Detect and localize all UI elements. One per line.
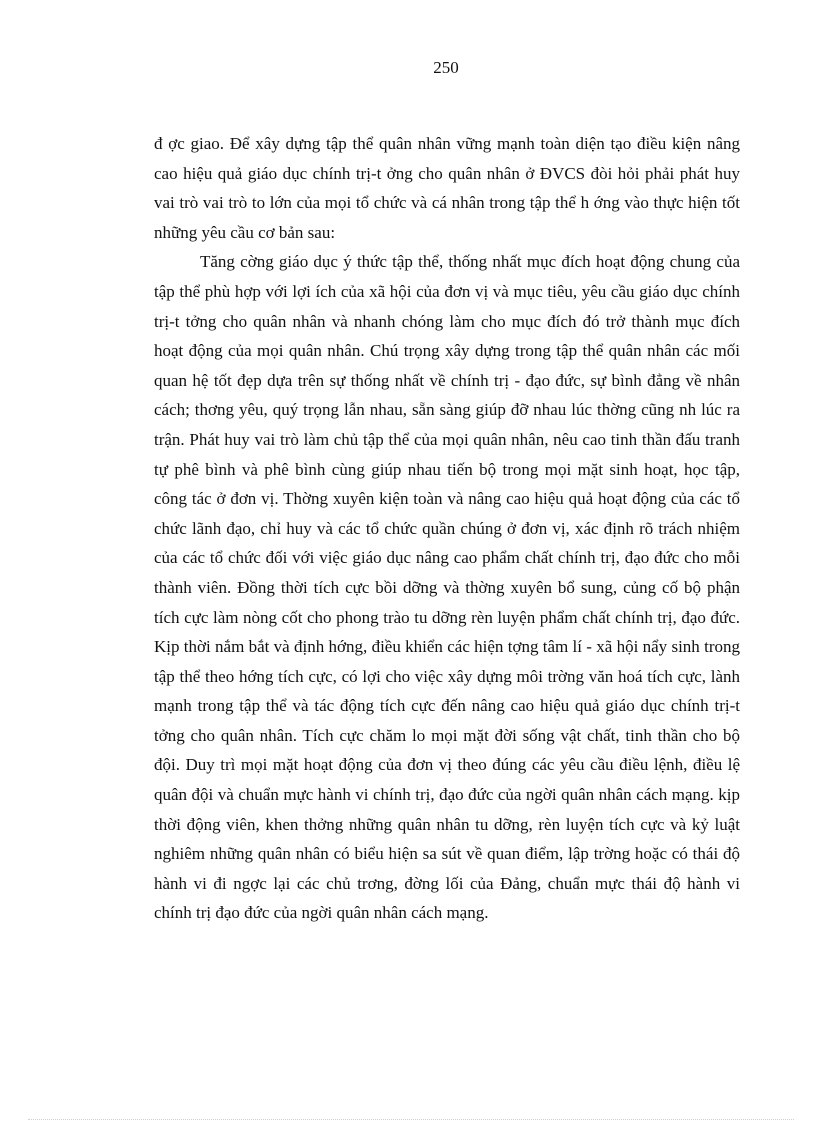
document-body: [154, 129, 740, 928]
page-bottom-rule: [28, 1119, 794, 1120]
page-number: 250: [433, 58, 459, 77]
paragraph-continuation: đ ợc giao. Để xây dựng tập thể quân nhân vững mạnh toàn diện tạo điều kiện nâng cao hiệu quả giáo dục chính trị-t ởng cho quân nhân ở ĐVCS đòi hỏi phải phát huy vai trò vai trò to lớn của mọi tổ chức và cá nhân trong tập thể h ớng vào thực hiện tốt những yêu cầu cơ bản sau:: [154, 134, 740, 242]
paragraph-main: Tăng cờng giáo dục ý thức tập thể, thống nhất mục đích hoạt động chung của tập thể phù hợp với lợi ích của xã hội của đơn vị và mục tiêu, yêu cầu giáo dục chính trị-t tởng cho quân nhân và nhanh chóng làm cho mục đích đó trở thành mục đích hoạt động của mọi quân nhân. Chú trọng xây dựng trong tập thể quân nhân các mối quan hệ tốt đẹp dựa trên sự thống nhất về chính trị - đạo đức, sự bình đẳng về nhân cách; thơng yêu, quý trọng lẫn nhau, sẵn sàng giúp đỡ nhau lúc thờng cũng nh lúc ra trận. Phát huy vai trò làm chủ tập thể của mọi quân nhân, nêu cao tinh thần đấu tranh tự phê bình và phê bình cùng giúp nhau tiến bộ trong mọi mặt sinh hoạt, học tập, công tác ở đơn vị. Thờng xuyên kiện toàn và nâng cao hiệu quả hoạt động của các tổ chức lãnh đạo, chỉ huy và các tổ chức quần chúng ở đơn vị, xác định rõ trách nhiệm của các tổ chức đối với việc giáo dục nâng cao phẩm chất chính trị, đạo đức cho mỗi thành viên. Đồng thời tích cực bồi dỡng và thờng xuyên bổ sung, củng cố bộ phận tích cực làm nòng cốt cho phong trào tu dỡng rèn luyện phẩm chất chính trị, đạo đức. Kịp thời nắm bắt và định hớng, điều khiển các hiện tợng tâm lí - xã hội nẩy sinh trong tập thể theo hớng tích cực, có lợi cho việc xây dựng môi trờng văn hoá tích cực, lành mạnh trong tập thể và tác động tích cực đến nâng cao hiệu quả giáo dục chính trị-t tởng cho quân nhân. Tích cực chăm lo mọi mặt đời sống vật chất, tinh thần cho bộ đội. Duy trì mọi mặt hoạt động của đơn vị theo đúng các yêu cầu điều lệnh, điều lệ quân đội và chuẩn mực hành vi chính trị, đạo đức của ngời quân nhân cách mạng. kịp thời động viên, khen thởng những quân nhân tu dỡng, rèn luyện tích cực và kỷ luật nghiêm những quân nhân có biểu hiện sa sút về quan điểm, lập trờng hoặc có thái độ hành vi đi ngợc lại các chủ trơng, đờng lối của Đảng, chuẩn mực thái độ hành vi chính trị đạo đức của ngời quân nhân cách mạng.: [154, 252, 740, 923]
